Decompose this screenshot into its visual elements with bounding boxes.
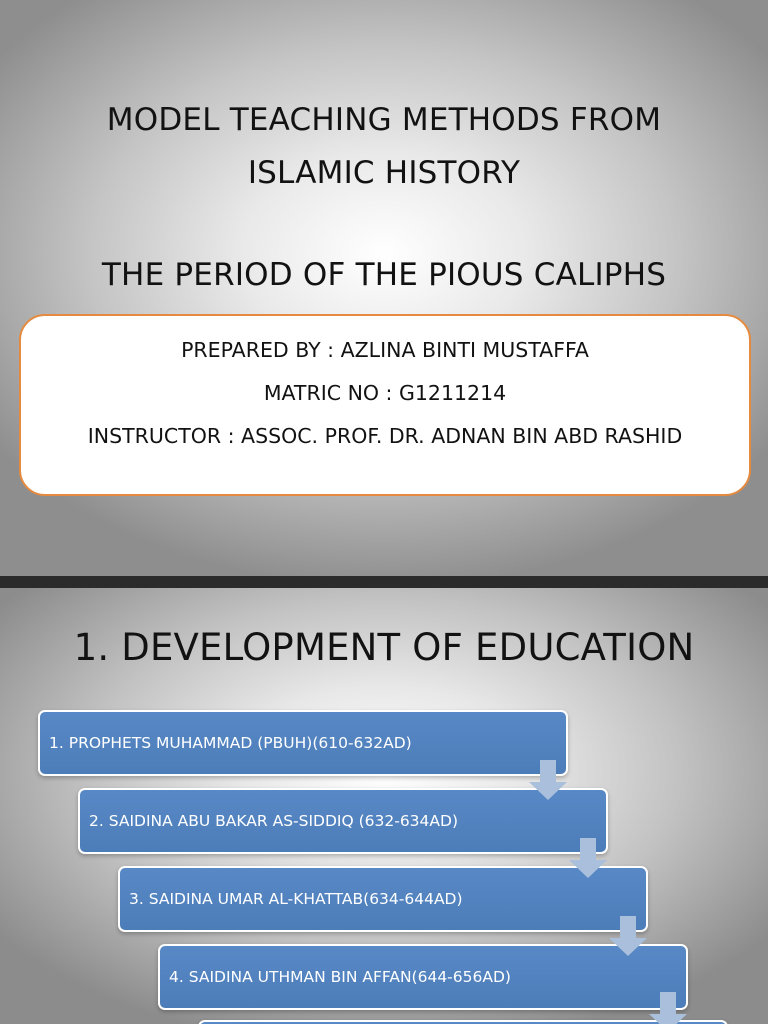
slide-development-of-education <box>0 588 768 1024</box>
down-arrow-icon <box>567 838 609 880</box>
matric-number-text: MATRIC NO : G1211214 <box>263 381 507 405</box>
title-line-1: MODEL TEACHING METHODS FROM <box>106 102 662 138</box>
step-box-1: 1. PROPHETS MUHAMMAD (PBUH)(610-632AD) <box>38 710 568 776</box>
subtitle: THE PERIOD OF THE PIOUS CALIPHS <box>101 257 667 293</box>
info-box <box>19 314 751 496</box>
prepared-by-text: PREPARED BY : AZLINA BINTI MUSTAFFA <box>181 338 589 362</box>
step-box-3: 3. SAIDINA UMAR AL-KHATTAB(634-644AD) <box>118 866 648 932</box>
instructor-text: INSTRUCTOR : ASSOC. PROF. DR. ADNAN BIN ABD RASHID <box>87 424 683 448</box>
step-box-2: 2. SAIDINA ABU BAKAR AS-SIDDIQ (632-634AD) <box>78 788 608 854</box>
down-arrow-icon <box>647 992 689 1024</box>
slide-title: 1. DEVELOPMENT OF EDUCATION <box>73 626 695 669</box>
down-arrow-icon <box>607 916 649 958</box>
step-box-4: 4. SAIDINA UTHMAN BIN AFFAN(644-656AD) <box>158 944 688 1010</box>
title-line-2: ISLAMIC HISTORY <box>247 155 521 191</box>
down-arrow-icon <box>527 760 569 802</box>
